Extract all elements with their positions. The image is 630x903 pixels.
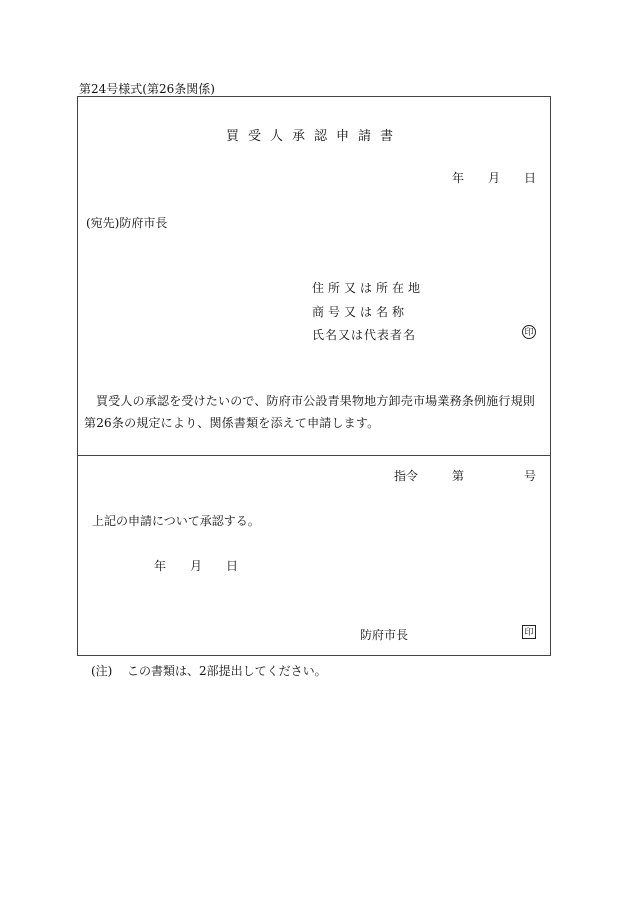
addressee: (宛先)防府市長 [86, 216, 168, 230]
approval-statement: 上記の申請について承認する。 [92, 514, 260, 528]
date-year: 年 [452, 171, 465, 185]
application-statement: 買受人の承認を受けたいので、防府市公設青果物地方卸売市場業務条例施行規則第26条の規定により、関係書類を添えて申請します。 [84, 394, 535, 430]
date-month: 月 [488, 171, 501, 185]
company-name-label: 商号又は名称 [312, 305, 409, 319]
note-text: この書類は、2部提出してください。 [127, 664, 327, 678]
seal-icon: 印 [522, 325, 536, 339]
mayor-signature: 防府市長 [360, 628, 409, 642]
directive-no-label: 第 [452, 469, 465, 483]
approval-date [78, 557, 550, 573]
form-title: 買受人承認申請書 [225, 129, 402, 144]
representative-label: 氏名又は代表者名 [312, 328, 417, 342]
application-date [78, 169, 550, 185]
address-label: 住所又は所在地 [312, 281, 425, 295]
form-box [77, 96, 551, 656]
directive-number-label: 号 [524, 469, 537, 483]
official-seal-icon: 印 [522, 625, 536, 639]
approval-year: 年 [154, 559, 167, 573]
form-number: 第24号様式(第26条関係) [79, 82, 215, 96]
approval-day: 日 [226, 559, 239, 573]
date-day: 日 [524, 171, 537, 185]
note-label: (注) [91, 664, 113, 678]
approval-month: 月 [190, 559, 203, 573]
section-divider [78, 455, 550, 456]
directive-label: 指令 [394, 469, 419, 483]
directive-reference [78, 467, 550, 483]
